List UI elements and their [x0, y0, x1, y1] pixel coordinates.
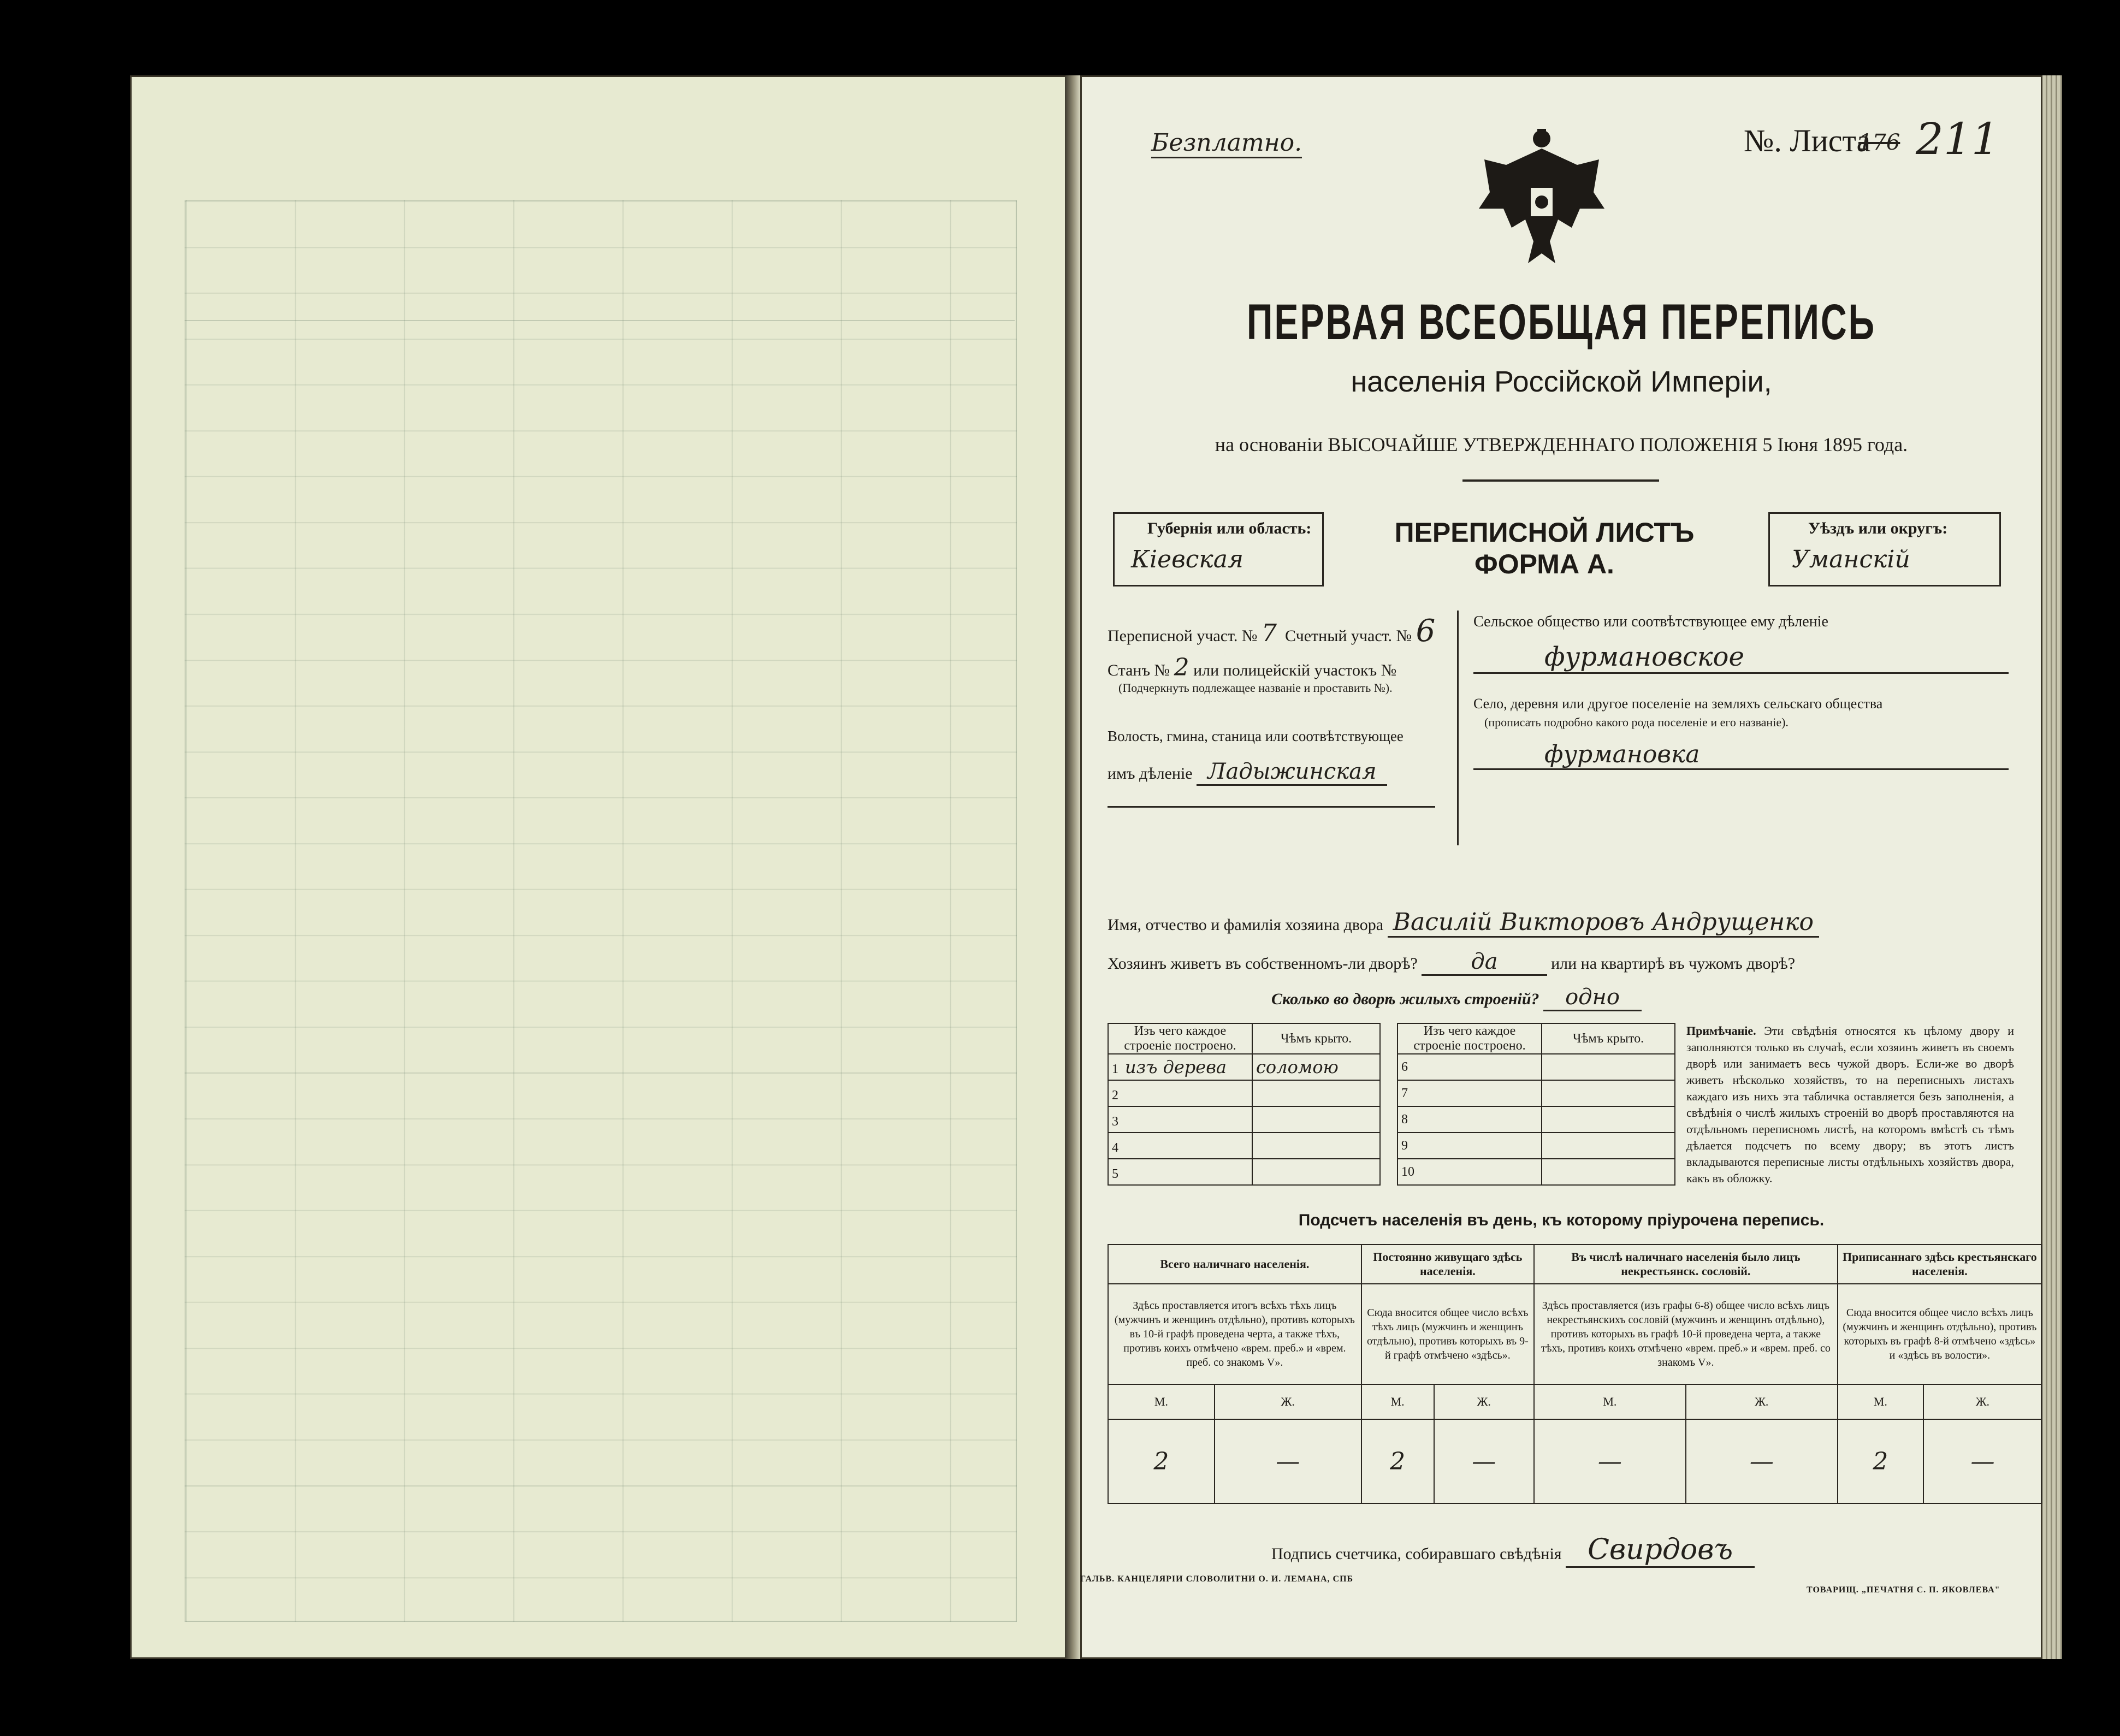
building-number: 7: [1401, 1086, 1408, 1100]
female-count: —: [1215, 1419, 1361, 1503]
footer-left: ГАЛЬВ. КАНЦЕЛЯРІИ СЛОВОЛИТНИ О. И. ЛЕМАНА, СПБ: [1080, 1574, 1354, 1584]
buildings-value: одно: [1543, 985, 1642, 1011]
sheet-number-label: №. Листа: [1744, 123, 1871, 158]
left-fields: [1108, 613, 1446, 808]
left-page: [130, 75, 1074, 1659]
stan-note: (Подчеркнуть подлежащее названіе и проставить №).: [1118, 681, 1393, 695]
building-roof-cell: [1542, 1080, 1675, 1106]
building-roof-cell: [1542, 1054, 1675, 1080]
building-row: [1397, 1054, 1675, 1080]
female-count: —: [1434, 1419, 1534, 1503]
building-material-cell: [1397, 1054, 1542, 1080]
sheet-title: ПЕРЕПИСНОЙ ЛИСТЪ: [1394, 517, 1695, 548]
note-text: Эти свѣдѣнія относятся къ цѣлому двору и заполняются только въ случаѣ, если хозяинъ живетъ въ своемъ дворѣ или занимаетъ весь чужой дворъ. Если-же во дворѣ живетъ нѣсколько хозяйствъ, то на переписныхъ листахъ каждаго изъ нихъ эта табличка оставляется безъ заполненія, а свѣдѣнія о числѣ жилыхъ строеній во дворѣ проставляются на отдѣльномъ переписномъ листѣ, на которомъ вмѣстѣ съ тѣмъ дѣлается подсчетъ по всему двору; въ этотъ листъ вкладываются переписные листы отдѣльныхъ хозяйствъ двора, какъ въ обложку.: [1686, 1024, 2014, 1185]
male-count: 2: [1361, 1419, 1434, 1503]
building-number: 9: [1401, 1138, 1408, 1153]
building-number: 6: [1401, 1059, 1408, 1074]
owner-lives-value: да: [1422, 949, 1547, 976]
note-label: Примѣчаніе.: [1686, 1024, 1756, 1038]
buildings-label: Сколько во дворѣ жилыхъ строеній?: [1271, 990, 1539, 1008]
building-roof-cell: [1252, 1080, 1380, 1106]
count-col-desc: Сюда вносится общее число всѣхъ лицъ (мужчинъ и женщинъ отдѣльно), противъ которыхъ въ графѣ 8-й отмѣчено «здѣсь» и «здѣсь въ волости».: [1838, 1284, 2042, 1384]
count-mf-row: [1108, 1384, 2042, 1419]
imperial-eagle-icon: [1473, 127, 1610, 274]
census-section-label: Переписной участ. №: [1108, 627, 1258, 645]
col-material-header-2: Изъ чего каждое строеніе построено.: [1397, 1023, 1542, 1054]
male-label: М.: [1838, 1384, 1923, 1419]
male-label: М.: [1534, 1384, 1686, 1419]
building-material-cell: [1397, 1106, 1542, 1133]
owner-lives-label: Хозяинъ живетъ въ собственномъ-ли дворѣ?: [1108, 955, 1418, 973]
count-col-desc: Здѣсь проставляется итогъ всѣхъ тѣхъ лицъ (мужчинъ и женщинъ отдѣльно), противъ которыхъ въ 10-й графѣ проведена черта, а также тѣхъ, противъ коихъ отмѣчено «врем. преб.» и «врем. преб. со знакомъ V».: [1108, 1284, 1361, 1384]
society-label: Сельское общество или соотвѣтствующее ему дѣленіе: [1473, 613, 1828, 630]
stan-row: [1108, 654, 1446, 681]
police-label: или полицейскій участокъ №: [1193, 661, 1397, 679]
building-number: 2: [1112, 1088, 1118, 1103]
footer-right: ТОВАРИЩ. „ПЕЧАТНЯ С. П. ЯКОВЛЕВА": [1807, 1585, 2000, 1595]
col-material-header: Изъ чего каждое строеніе построено.: [1108, 1023, 1252, 1054]
building-row: [1108, 1080, 1380, 1106]
count-section-value: 6: [1416, 613, 1436, 649]
uezd-value: Уманскій: [1792, 546, 1910, 573]
form-name: ФОРМА А.: [1474, 549, 1614, 579]
village-value: фурмановка: [1473, 740, 2009, 770]
count-col-header: Постоянно живущаго здѣсь населенія.: [1361, 1245, 1534, 1284]
building-material-cell: [1108, 1106, 1252, 1133]
building-row: [1108, 1133, 1380, 1159]
sheet-number-value: 211: [1916, 114, 1999, 164]
building-row: [1108, 1054, 1380, 1080]
col-roof-header: Чѣмъ крыто.: [1252, 1023, 1380, 1054]
count-col-desc: Здѣсь проставляется (изъ графы 6-8) общее число всѣхъ лицъ некрестьянскихъ сословій (мужчинъ и женщинъ отдѣльно), противъ которыхъ въ графѣ 10-й проведена черта, а также тѣхъ, противъ коихъ отмѣчено «врем. преб.» и «врем. преб. со знакомъ V».: [1534, 1284, 1838, 1384]
uezd-label: Уѣздъ или округъ:: [1808, 519, 1948, 537]
census-section-row: [1108, 613, 1446, 649]
col-roof-header-2: Чѣмъ крыто.: [1542, 1023, 1675, 1054]
faint-ruled-grid: [185, 200, 1017, 1622]
building-material-cell: [1397, 1080, 1542, 1106]
signature-row: [1271, 1533, 1755, 1566]
signature-value: Свирдовъ: [1566, 1533, 1755, 1568]
female-label: Ж.: [1686, 1384, 1838, 1419]
buildings-table-left: [1108, 1023, 1381, 1186]
building-number: 4: [1112, 1141, 1118, 1155]
building-row: [1108, 1159, 1380, 1185]
gubernia-box: [1113, 512, 1324, 586]
buildings-row: [1271, 985, 1642, 1010]
building-roof-cell: [1252, 1106, 1380, 1133]
female-label: Ж.: [1215, 1384, 1361, 1419]
uezd-box: [1768, 512, 2001, 586]
free-label: Безплатно.: [1151, 129, 1302, 158]
building-material-cell: [1108, 1080, 1252, 1106]
show-through-header: [185, 200, 1015, 321]
building-roof-cell: [1542, 1106, 1675, 1133]
count-col-header: Приписаннаго здѣсь крестьянскаго населенія.: [1838, 1245, 2042, 1284]
female-count: —: [1923, 1419, 2042, 1503]
building-material-cell: [1397, 1133, 1542, 1159]
building-roof-cell: [1542, 1159, 1675, 1185]
building-material-cell: [1108, 1159, 1252, 1185]
count-table: [1108, 1244, 2042, 1504]
owner-name-row: [1108, 908, 1819, 936]
building-material-cell: [1108, 1054, 1252, 1080]
count-section-label: Счетный участ. №: [1285, 627, 1412, 645]
owner-name-label: Имя, отчество и фамилія хозяина двора: [1108, 916, 1384, 934]
count-title: Подсчетъ населенія въ день, къ которому пріурочена перепись.: [1298, 1211, 1825, 1229]
volost-row: [1108, 759, 1446, 784]
right-fields: [1473, 613, 2014, 770]
male-label: М.: [1108, 1384, 1215, 1419]
owner-lives-row: [1108, 949, 1795, 974]
volost-value: Ладыжинская: [1197, 759, 1387, 786]
owner-name-value: Василій Викторовъ Андрущенко: [1388, 908, 1819, 938]
sheet-number-crossed: 176: [1858, 130, 1900, 155]
building-row: [1397, 1080, 1675, 1106]
volost-label: Волость, гмина, станица или соотвѣтствующее: [1108, 728, 1404, 744]
male-count: 2: [1838, 1419, 1923, 1503]
owner-rent-label: или на квартирѣ въ чужомъ дворѣ?: [1551, 955, 1796, 973]
gubernia-label: Губернія или область:: [1147, 519, 1312, 537]
society-value: фурмановское: [1473, 642, 2009, 674]
field-divider: [1457, 611, 1459, 845]
building-roof-cell: [1252, 1054, 1380, 1080]
book-spine: [1065, 75, 1080, 1659]
ornament-divider: [1462, 479, 1659, 482]
building-number: 3: [1112, 1115, 1118, 1129]
building-material-cell: [1108, 1133, 1252, 1159]
male-count: 2: [1108, 1419, 1215, 1503]
building-roof-cell: [1542, 1133, 1675, 1159]
building-row: [1397, 1133, 1675, 1159]
building-number: 10: [1401, 1164, 1414, 1179]
blank-line: [1108, 806, 1435, 808]
count-col-header: Въ числѣ наличнаго населенія было лицъ некрестьянск. сословій.: [1534, 1245, 1838, 1284]
count-desc-row: [1108, 1284, 2042, 1384]
building-row: [1108, 1106, 1380, 1133]
building-number: 8: [1401, 1112, 1408, 1127]
count-head-row: [1108, 1245, 2042, 1284]
building-roof-cell: [1252, 1133, 1380, 1159]
building-roof-value: соломою: [1256, 1057, 1339, 1077]
volost-label-2: имъ дѣленіе: [1108, 765, 1193, 783]
gubernia-value: Кіевская: [1131, 546, 1244, 573]
female-count: —: [1686, 1419, 1838, 1503]
buildings-table-right: [1397, 1023, 1675, 1186]
village-label: Село, деревня или другое поселеніе на земляхъ сельскаго общества: [1473, 696, 1883, 712]
page-edges: [2042, 75, 2062, 1659]
legal-basis: на основаніи ВЫСОЧАЙШЕ УТВЕРЖДЕННАГО ПОЛОЖЕНІЯ 5 Іюня 1895 года.: [1215, 434, 1908, 455]
female-label: Ж.: [1434, 1384, 1534, 1419]
census-form-page: [1080, 75, 2042, 1659]
census-section-value: 7: [1262, 619, 1277, 647]
village-note: (прописать подробно какого рода поселеніе и его названіе).: [1484, 715, 1789, 729]
stan-value: 2: [1174, 654, 1189, 682]
note-block: [1686, 1023, 2014, 1187]
stan-label: Станъ №: [1108, 661, 1170, 679]
female-label: Ж.: [1923, 1384, 2042, 1419]
building-number: 1: [1112, 1062, 1118, 1076]
form-title-box: [1320, 512, 1768, 583]
count-col-desc: Сюда вносится общее число всѣхъ тѣхъ лицъ (мужчинъ и женщинъ отдѣльно), противъ которыхъ въ 9-й графѣ отмѣчено «здѣсь».: [1361, 1284, 1534, 1384]
building-material-value: изъ дерева: [1125, 1057, 1227, 1077]
signature-label: Подпись счетчика, собиравшаго свѣдѣнія: [1271, 1545, 1562, 1563]
count-value-row: [1108, 1419, 2042, 1503]
male-label: М.: [1361, 1384, 1434, 1419]
building-number: 5: [1112, 1167, 1118, 1181]
male-count: —: [1534, 1419, 1686, 1503]
page-subtitle: населенія Россійской Имперіи,: [1351, 365, 1772, 398]
page-title: ПЕРВАЯ ВСЕОБЩАЯ ПЕРЕПИСЬ: [1246, 294, 1876, 350]
building-row: [1397, 1159, 1675, 1185]
building-material-cell: [1397, 1159, 1542, 1185]
building-row: [1397, 1106, 1675, 1133]
building-roof-cell: [1252, 1159, 1380, 1185]
count-col-header: Всего наличнаго населенія.: [1108, 1245, 1361, 1284]
